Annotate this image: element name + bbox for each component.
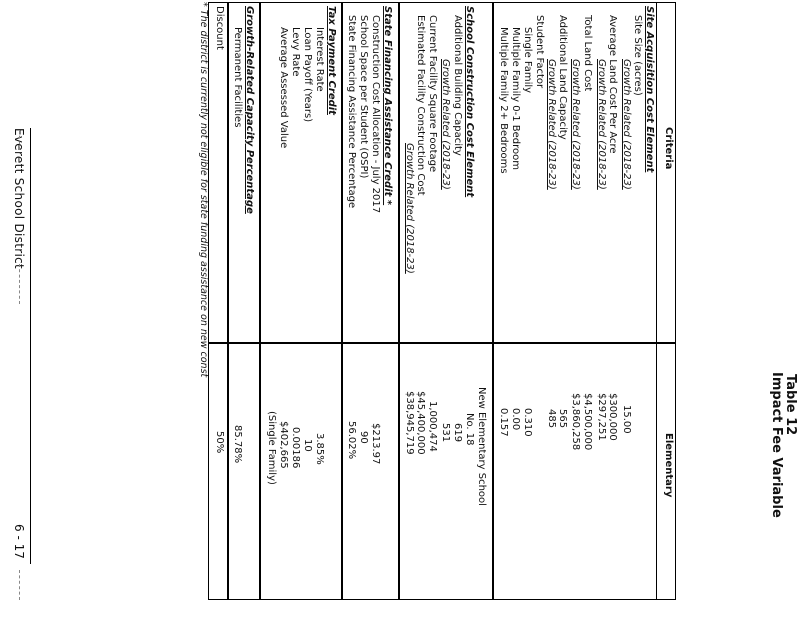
section-divider xyxy=(398,3,400,599)
footer-page-number: 6 - 17 xyxy=(12,524,26,559)
row-value: $45,400,000 xyxy=(415,391,426,455)
section-heading: Site Acquisition Cost Element xyxy=(644,6,655,173)
row-label: Student Factor xyxy=(534,15,545,89)
row-label: Growth Related (2018-23) xyxy=(570,59,581,190)
table-row xyxy=(213,3,225,599)
section-heading: Tax Payment Credit xyxy=(326,6,337,115)
row-label: Discount xyxy=(214,6,225,50)
table-title: Impact Fee Variable xyxy=(769,372,784,518)
row-value-note: (Single Family) xyxy=(266,411,277,485)
row-value: 1,000,474 xyxy=(427,401,438,452)
row-label: Interest Rate xyxy=(314,27,325,92)
row-label: Site Size (acres) xyxy=(632,15,643,96)
row-value: 85.78% xyxy=(232,425,243,464)
row-label: Levy Rate xyxy=(290,27,301,77)
table-row xyxy=(620,3,632,599)
table-row xyxy=(345,3,357,599)
row-label: Growth Related (2018-23) xyxy=(546,59,557,190)
row-value: 10 xyxy=(302,439,313,452)
table-row xyxy=(556,3,568,599)
row-label: Estimated Facility Construction Cost xyxy=(415,15,426,196)
row-value: 15.00 xyxy=(621,405,632,434)
row-value: 3.85% xyxy=(314,433,325,465)
row-value: 50% xyxy=(214,431,225,454)
table-row xyxy=(403,3,415,599)
row-value: 619 xyxy=(452,423,463,443)
row-value: $4,500,000 xyxy=(582,393,593,451)
row-label: State Financing Assistance Percentage xyxy=(346,15,357,209)
row-label: Additional Building Capacity xyxy=(452,15,463,156)
table-row xyxy=(277,3,289,599)
section-divider xyxy=(492,3,494,599)
table-row xyxy=(533,3,545,599)
table-row xyxy=(643,3,655,599)
table-row xyxy=(595,3,607,599)
row-label: Average Land Cost Per Acre xyxy=(607,15,618,154)
table-row xyxy=(265,3,277,599)
row-value: $213.97 xyxy=(370,423,381,465)
dash-mark xyxy=(19,130,20,150)
row-label: Growth Related (2018-23) xyxy=(596,59,607,190)
table-row xyxy=(439,3,451,599)
school-number: No. 18 xyxy=(464,413,475,446)
row-label: Permanent Facilities xyxy=(232,27,243,128)
section-heading: Growth-Related Capacity Percentage xyxy=(244,6,255,214)
row-label: School Space per Student (OSPI) xyxy=(358,15,369,179)
row-value: 485 xyxy=(546,409,557,429)
row-value: 56.02% xyxy=(346,421,357,460)
row-value: 531 xyxy=(440,423,451,443)
footer-rule xyxy=(30,128,31,564)
row-label: Single Family xyxy=(522,27,533,94)
table-row xyxy=(606,3,618,599)
row-value: 0.00186 xyxy=(290,427,301,469)
table-row xyxy=(426,3,438,599)
row-label: Multiple Family 0-1 Bedroom xyxy=(510,27,521,170)
header-elementary: Elementary xyxy=(663,433,674,498)
table-row xyxy=(231,3,243,599)
table-row xyxy=(325,3,337,599)
section-divider xyxy=(259,3,261,599)
row-value: 0.157 xyxy=(498,408,509,437)
table-row xyxy=(381,3,393,599)
row-label: Total Land Cost xyxy=(582,15,593,92)
footer-district: Everett School District xyxy=(12,128,26,269)
row-label: Multiple Family 2+ Bedrooms xyxy=(498,27,509,174)
row-label: Growth Related (2018-23) xyxy=(621,59,632,190)
dash-mark xyxy=(19,570,20,600)
row-value: 90 xyxy=(358,431,369,444)
table-row xyxy=(509,3,521,599)
impact-fee-table-frame xyxy=(186,0,676,617)
row-label: Loan Payoff (Years) xyxy=(302,27,313,123)
row-label: Current Facility Square Footage xyxy=(427,15,438,173)
table-row xyxy=(301,3,313,599)
table-row xyxy=(569,3,581,599)
row-value: $402,665 xyxy=(278,421,289,469)
section-heading: State Financing Assistance Credit * xyxy=(382,6,393,206)
table-header-row xyxy=(656,3,675,599)
row-label: Average Assessed Value xyxy=(278,27,289,149)
header-criteria: Criteria xyxy=(663,127,674,170)
row-value: 0.310 xyxy=(522,408,533,437)
table-row xyxy=(475,3,487,599)
table-row xyxy=(369,3,381,599)
table-row xyxy=(289,3,301,599)
row-value: 565 xyxy=(557,409,568,429)
table-row xyxy=(581,3,593,599)
section-heading: School Construction Cost Element xyxy=(464,6,475,198)
impact-fee-table xyxy=(208,2,676,600)
table-row xyxy=(243,3,255,599)
table-number: Table 12 xyxy=(783,374,798,436)
table-row xyxy=(631,3,643,599)
table-row xyxy=(414,3,426,599)
row-label: Construction Cost Allocation - July 2017 xyxy=(370,15,381,214)
table-row xyxy=(463,3,475,599)
section-divider xyxy=(227,3,229,599)
table-row xyxy=(313,3,325,599)
row-value: $38,945,719 xyxy=(404,391,415,455)
table-row xyxy=(451,3,463,599)
footnote: * The district is currently not eligible for state funding assistance on new const xyxy=(198,2,209,378)
row-label: Additional Land Capacity xyxy=(557,15,568,140)
school-name: New Elementary School xyxy=(476,387,487,506)
table-row xyxy=(357,3,369,599)
table-row xyxy=(545,3,557,599)
dash-mark xyxy=(19,264,20,304)
row-value: 0.00 xyxy=(510,408,521,431)
table-row xyxy=(497,3,509,599)
row-value: $3,860,258 xyxy=(570,393,581,451)
row-value: $297,251 xyxy=(596,393,607,441)
section-divider xyxy=(341,3,343,599)
row-label: Growth Related (2018-23) xyxy=(404,143,415,274)
row-value: $300,000 xyxy=(607,393,618,441)
row-label: Growth Related (2018-23) xyxy=(440,59,451,190)
table-row xyxy=(521,3,533,599)
